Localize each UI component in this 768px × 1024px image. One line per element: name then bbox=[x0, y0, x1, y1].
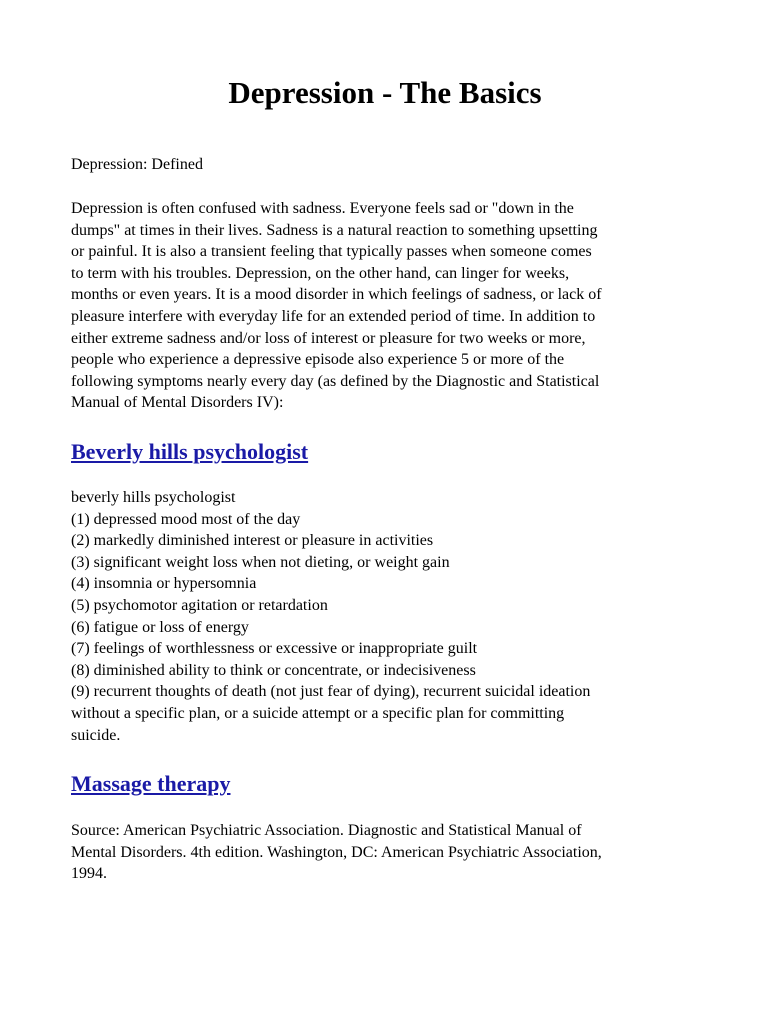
intro-line: Depression is often confused with sadness. Everyone feels sad or "down in the bbox=[71, 200, 574, 217]
source-line: 1994. bbox=[71, 865, 107, 883]
list-item: beverly hills psychologist bbox=[71, 489, 236, 506]
beverly-hills-psychologist-link[interactable]: Beverly hills psychologist bbox=[71, 439, 309, 464]
list-item: (8) diminished ability to think or concentrate, or indecisiveness bbox=[71, 661, 476, 679]
list-item: without a specific plan, or a suicide attempt or a specific plan for committing bbox=[71, 704, 565, 722]
list-item: (9) recurrent thoughts of death (not just fear of dying), recurrent suicidal ideation bbox=[71, 683, 591, 701]
list-item: (3) significant weight loss when not dieting, or weight gain bbox=[71, 553, 450, 571]
intro-line: dumps" at times in their lives. Sadness is a natural reaction to something upsetting bbox=[71, 221, 598, 239]
intro-line: either extreme sadness and/or loss of interest or pleasure for two weeks or more, bbox=[71, 329, 586, 347]
list-item: (5) psychomotor agitation or retardation bbox=[71, 596, 328, 614]
list-item: (7) feelings of worthlessness or excessive or inappropriate guilt bbox=[71, 640, 478, 658]
intro-line: pleasure interfere with everyday life for an extended period of time. In addition to bbox=[71, 307, 596, 325]
intro-line: people who experience a depressive episode also experience 5 or more of the bbox=[71, 351, 565, 369]
intro-line: Manual of Mental Disorders IV): bbox=[71, 394, 284, 412]
symptom-list bbox=[71, 487, 699, 746]
source-line: Mental Disorders. 4th edition. Washington, DC: American Psychiatric Association, bbox=[71, 843, 602, 861]
list-item: (6) fatigue or loss of energy bbox=[71, 618, 249, 636]
page-title: Depression - The Basics bbox=[228, 75, 542, 110]
list-item: (2) markedly diminished interest or pleasure in activities bbox=[71, 532, 434, 550]
list-item: (4) insomnia or hypersomnia bbox=[71, 575, 257, 593]
massage-therapy-link[interactable]: Massage therapy bbox=[71, 771, 231, 796]
intro-line: following symptoms nearly every day (as defined by the Diagnostic and Statistical bbox=[71, 372, 600, 390]
source-citation bbox=[71, 820, 699, 885]
list-item: (1) depressed mood most of the day bbox=[71, 510, 301, 528]
intro-line: or painful. It is also a transient feeling that typically passes when someone comes bbox=[71, 243, 592, 261]
intro-line: months or even years. It is a mood disorder in which feelings of sadness, or lack of bbox=[71, 286, 602, 304]
section-subtitle: Depression: Defined bbox=[71, 156, 203, 173]
intro-paragraph bbox=[71, 198, 699, 414]
source-line: Source: American Psychiatric Association. Diagnostic and Statistical Manual of bbox=[71, 822, 582, 839]
list-item: suicide. bbox=[71, 726, 121, 744]
intro-line: to term with his troubles. Depression, on the other hand, can linger for weeks, bbox=[71, 264, 570, 282]
